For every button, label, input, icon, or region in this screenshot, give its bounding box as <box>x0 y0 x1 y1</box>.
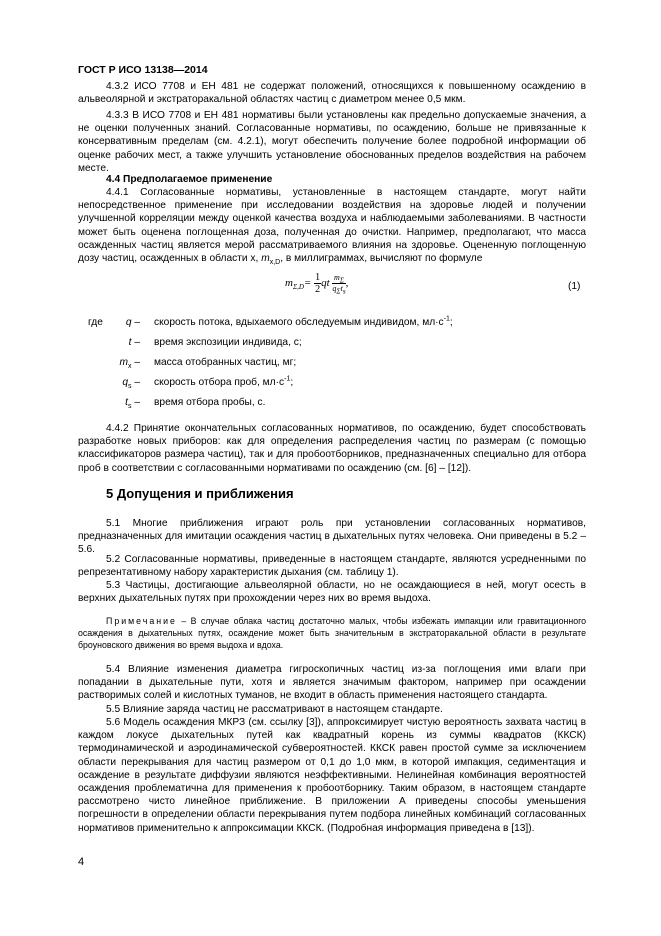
ratio-denominator-t-subscript: s <box>342 287 346 296</box>
where-subscript: s <box>128 383 132 391</box>
ratio-numerator: m <box>334 273 340 282</box>
where-description: масса отобранных частиц, мг; <box>154 357 297 368</box>
where-superscript: -1 <box>284 375 291 383</box>
formula-lhs-subscript: Σ,D <box>292 283 304 292</box>
clause-5-1: 5.1 Многие приближения играют роль при установлении согласованных нормативов, предназначенных для имитации осаждения частиц в дыхательных путях человека. Они приведены в 5.2 – 5.6. <box>78 518 586 556</box>
clause-4-4-2: 4.4.2 Принятие окончательных согласованных нормативов, по осаждению, будет способствовать разработке новых приборов: как для определения распределения частиц по размерам (с помощью классификаторов размера частиц), так и для пробоотборников, предназначенных специально для отбора проб в соответствии с согласованными нормативами по осаждению (см. [6] – [12]). <box>78 423 586 474</box>
where-end: ; <box>290 377 294 388</box>
where-subscript: x <box>128 363 132 371</box>
where-subscript: s <box>128 403 132 411</box>
clause-5-6: 5.6 Модель осаждения МКРЗ (см. ссылку [3]), аппроксимирует чистую вероятность захвата частиц в каждом локусе дыхательных путей как квадратный корень из суммы квадратов (ККСК) термодинамической и аэродинамической субвероятностей. ККСК равен простой сумме за исключением области перекрывания для частиц размером от 0,1 до 1,0 мкм, в которой импакция, седиментация и осаждение в результате диффузии являются неэффективными. Нелинейная комбинация вероятностей осаждения проблематична для применения к пробоотборнику. Таким образом, в настоящем стандарте рассмотрено чисто линейное приближение. В приложении А приведены способы уменьшения погрешности в определении области перекрывания путем подбора линейных комбинаций согласованных нормативов применительно к аппроксимации ККСК. (Подробная информация приведена в [13]). <box>78 717 586 834</box>
formula-1 <box>285 272 348 295</box>
where-description: скорость потока, вдыхаемого обследуемым индивидом, мл·с <box>154 317 444 328</box>
formula-fraction-ratio <box>332 273 345 294</box>
mass-variable: m <box>261 253 270 265</box>
clause-4-3-3: 4.3.3 В ИСО 7708 и ЕН 481 нормативы были установлены как предельно допускаемые значения, а не оценки полученных знаний. Согласованные нормативы, по осаждению, больше не привязанные к консервативным пределам (см. 4.2.1), могут обеспечить получение более подробной информации об оценке рабочих мест, а также улучшить установление обоснованных пределов воздействия на рабочем месте. <box>78 110 586 174</box>
formula-number: (1) <box>568 281 581 292</box>
page-number: 4 <box>78 856 85 868</box>
fraction-denominator: 2 <box>315 284 321 295</box>
note-label: Примечание <box>106 616 177 626</box>
where-superscript: -1 <box>443 315 450 323</box>
where-symbol: q <box>122 377 128 388</box>
ratio-denominator-t: t <box>340 284 343 293</box>
where-dash: – <box>131 377 140 388</box>
formula-equals: = <box>303 277 312 290</box>
clause-4-4-1-end: , в миллиграммах, вычисляют по формуле <box>280 253 483 265</box>
where-symbol: q <box>125 317 132 328</box>
mass-variable-subscript: x,D <box>269 259 281 267</box>
where-description: время экспозиции индивида, с; <box>154 337 302 348</box>
formula-lhs: m <box>285 277 293 290</box>
ratio-denominator-q: q <box>332 284 337 293</box>
where-symbol: t <box>128 337 132 348</box>
where-dash: – <box>131 317 140 328</box>
where-description: время отбора пробы, с. <box>154 397 266 408</box>
note-text: – В случае облака частиц достаточно малых, чтобы избежать импакции или гравитационного осаждения в дыхательных путях, осаждение может быть значительным в экстраторакальной области в результате броуновского движения во время выдоха и вдоха. <box>78 616 586 650</box>
where-end: ; <box>449 317 453 328</box>
formula-comma: , <box>345 277 349 290</box>
clause-5-5: 5.5 Влияние заряда частиц не рассматривают в настоящем стандарте. <box>106 704 443 715</box>
where-symbol: t <box>125 397 128 408</box>
clause-5-4: 5.4 Влияние изменения диаметра гигроскопичных частиц из-за поглощения ими влаги при попадании в дыхательные пути, хотя и является значимым фактором, например при осаждении растворимых солей и кислотных туманов, не входит в область применения настоящего стандарта. <box>78 664 586 702</box>
ratio-denominator-q-subscript: Σ <box>336 287 341 296</box>
clause-5-2: 5.2 Согласованные нормативы, приведенные в настоящем стандарте, являются усредненными по репрезентативному набору характеристик дыхания (см. таблицу 1). <box>78 554 586 579</box>
standard-header: ГОСТ Р ИСО 13138—2014 <box>78 64 208 76</box>
where-dash: – <box>131 357 140 368</box>
where-dash: – <box>131 337 140 348</box>
clause-4-4-1-text: 4.4.1 Согласованные нормативы, установленные в настоящем стандарте, могут найти непосредственное применение при исследовании воздействия на здоровье людей и получении улучшенной корреляции между оценкой качества воздуха и наблюдаемыми заболеваниями. В частности может быть оценена поглощенная доза, полученная до очистки. Например, предполагают, что масса осажденных частиц является мерой рассматриваемого влияния на здоровье. Оцененную поглощенную дозу частиц, осажденных в области x, <box>78 187 586 265</box>
where-label: где <box>88 317 103 328</box>
clause-4-3-2: 4.3.2 ИСО 7708 и ЕН 481 не содержат положений, относящихся к повышенному осаждению в альвеолярной и экстраторакальной областях частиц с диаметром менее 0,5 мкм. <box>78 81 586 106</box>
fraction-numerator: 1 <box>315 272 321 283</box>
where-description: скорость отбора проб, мл·с <box>154 377 285 388</box>
ratio-numerator-subscript: Σ <box>339 276 344 285</box>
where-dash: – <box>131 397 140 408</box>
where-symbol: m <box>119 357 128 368</box>
section-heading-5: 5 Допущения и приближения <box>106 486 294 501</box>
note-5-3 <box>78 615 586 651</box>
clause-4-4-1 <box>78 186 586 265</box>
formula-qt: qt <box>321 277 330 290</box>
clause-5-3: 5.3 Частицы, достигающие альвеолярной области, но не осаждающиеся в ней, могут осесть в верхних дыхательных путях при прохождении через них во время выдоха. <box>78 580 586 605</box>
section-heading-4-4: 4.4 Предполагаемое применение <box>106 174 273 185</box>
